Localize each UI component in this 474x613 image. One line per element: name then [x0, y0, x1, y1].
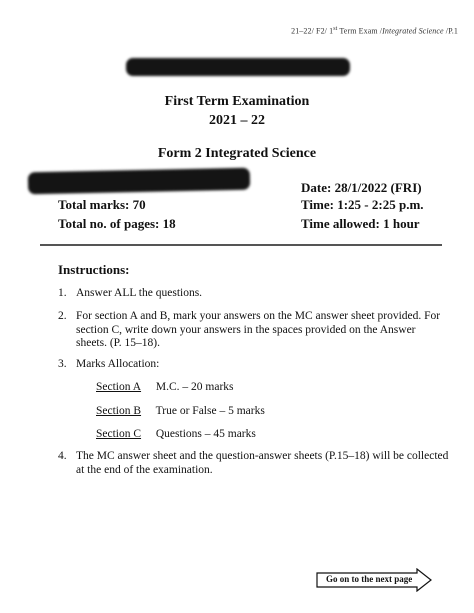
- instruction-number: 2.: [58, 310, 67, 322]
- exam-title: First Term Examination: [164, 94, 310, 109]
- section-name: Section B: [96, 405, 142, 417]
- instruction-item: For section A and B, mark your answers on the MC answer sheet provided. For section C, write down your answers in the spaces provided on the Answer sheets. (P. 15–18).: [76, 310, 441, 349]
- exam-date: Date: 28/1/2022 (FRI): [301, 180, 422, 195]
- section-allocation-row: [96, 381, 234, 393]
- exam-subject: Form 2 Integrated Science: [157, 146, 317, 161]
- section-marks: True or False – 5 marks: [155, 405, 265, 417]
- teacher-name-redaction: [28, 168, 250, 195]
- header-subject: Integrated Science: [382, 26, 444, 36]
- header-superscript: st: [333, 26, 338, 32]
- section-marks: M.C. – 20 marks: [155, 381, 234, 393]
- divider-line: [40, 244, 442, 246]
- instruction-item: Marks Allocation:: [76, 358, 160, 370]
- instruction-number: 1.: [58, 287, 67, 299]
- total-pages: Total no. of pages: 18: [58, 216, 176, 231]
- total-marks: Total marks: 70: [58, 197, 146, 212]
- next-page-label: Go on to the next page: [326, 574, 413, 584]
- header-page-ref: /P.1: [443, 26, 458, 36]
- header-term: Term Exam /: [337, 26, 383, 36]
- exam-year: 2021 – 22: [209, 113, 265, 128]
- instructions-heading: Instructions:: [58, 262, 130, 277]
- school-name-redaction: [126, 58, 350, 76]
- section-allocation-row: [96, 428, 256, 440]
- next-page-arrow: [316, 568, 432, 592]
- instruction-number: 3.: [58, 358, 67, 370]
- section-allocation-row: [96, 405, 265, 417]
- time-allowed: Time allowed: 1 hour: [301, 216, 420, 231]
- header-course-code: 21–22/ F2/ 1: [291, 26, 334, 36]
- instruction-item: The MC answer sheet and the question-answer sheets (P.15–18) will be collected at the end of the examination.: [76, 450, 449, 476]
- page-header: [291, 26, 458, 36]
- section-name: Section C: [96, 428, 142, 440]
- section-marks: Questions – 45 marks: [155, 428, 256, 440]
- instruction-item: Answer ALL the questions.: [76, 287, 203, 299]
- instruction-number: 4.: [58, 450, 67, 462]
- section-name: Section A: [96, 381, 142, 393]
- exam-time: Time: 1:25 - 2:25 p.m.: [301, 197, 424, 212]
